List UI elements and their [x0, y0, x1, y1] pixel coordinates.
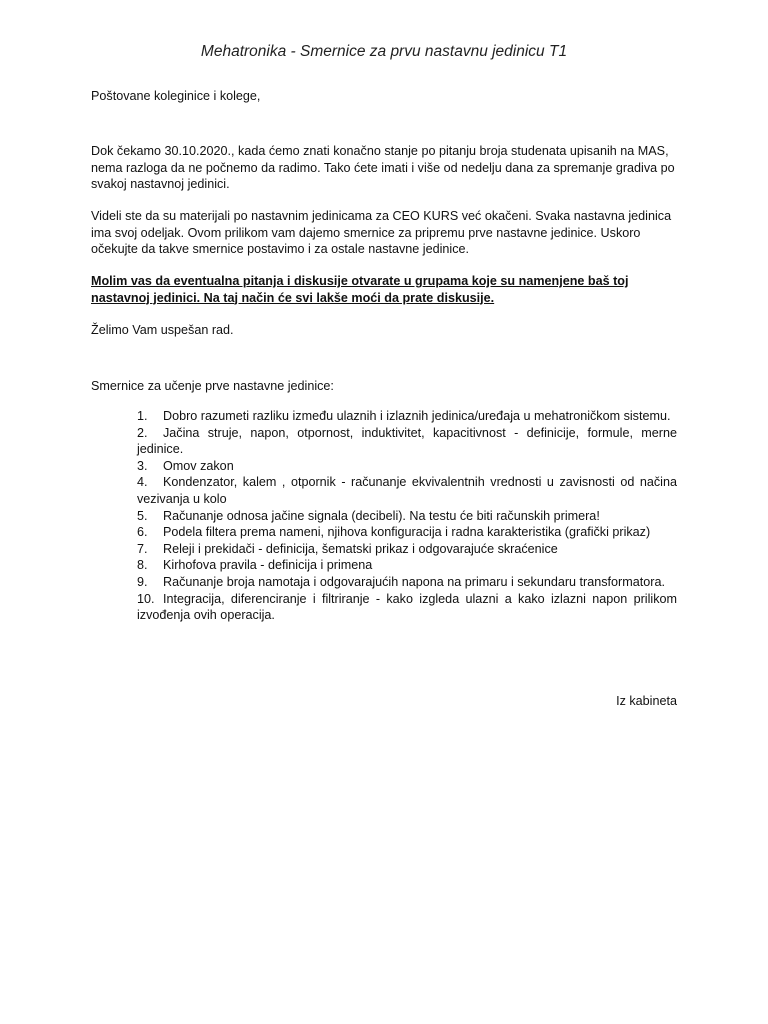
list-item: [137, 508, 677, 525]
list-item: [137, 574, 677, 591]
list-item-number: 6.: [137, 525, 148, 540]
paragraph-materials: Videli ste da su materijali po nastavnim jedinicama za CEO KURS već okačeni. Svaka nastavna jedinica ima svoj odeljak. Ovom prilikom vam dajemo smernice za pripremu prve nastavne jedinice. Uskoro očekujte da takve smernice postavimo i za ostale nastavne jedinice.: [91, 209, 672, 256]
list-intro: Smernice za učenje prve nastavne jedinice:: [91, 379, 334, 393]
guideline-list: [137, 408, 677, 624]
list-item-text: Dobro razumeti razliku između ulaznih i izlaznih jedinica/uređaja u mehatroničkom sistemu.: [163, 409, 671, 423]
paragraph-wishes: Želimo Vam uspešan rad.: [91, 323, 234, 337]
list-item: [137, 425, 677, 458]
document-title: Mehatronika - Smernice za prvu nastavnu jedinicu T1: [200, 43, 568, 60]
paragraph-dates: Dok čekamo 30.10.2020., kada ćemo znati konačno stanje po pitanju broja studenata upisanih na MAS, nema razloga da ne počnemo da radimo. Tako ćete imati i više od nedelju dana za spremanje gradiva po svakoj nastavnoj jedinici.: [91, 144, 675, 191]
signature: Iz kabineta: [616, 694, 677, 708]
list-item: [137, 591, 677, 624]
list-item-number: 7.: [137, 541, 148, 556]
list-item: [137, 408, 677, 425]
list-item-number: 4.: [137, 475, 148, 490]
list-item-number: 8.: [137, 558, 148, 573]
list-item: [137, 458, 677, 475]
list-item-text: Računanje odnosa jačine signala (decibeli). Na testu će biti računskih primera!: [163, 508, 600, 523]
list-item-text: Releji i prekidači - definicija, šematski prikaz i odgovarajuće skraćenice: [163, 541, 558, 556]
greeting: Poštovane koleginice i kolege,: [91, 89, 261, 103]
list-item-number: 3.: [137, 458, 148, 473]
list-item-text: Omov zakon: [163, 458, 234, 473]
list-item-number: 9.: [137, 574, 148, 589]
list-item-text: Podela filtera prema nameni, njihova konfiguracija i radna karakteristika (grafički prikaz): [163, 525, 651, 540]
list-item-text: Kirhofova pravila - definicija i primena: [163, 558, 373, 573]
list-item-number: 10.: [137, 591, 155, 606]
list-item-number: 2.: [137, 425, 148, 440]
list-item: [137, 541, 677, 558]
list-item: [137, 557, 677, 574]
list-item-text: Računanje broja namotaja i odgovarajućih napona na primaru i sekundaru transformatora.: [163, 574, 665, 589]
list-item: [137, 474, 677, 507]
list-item-number: 5.: [137, 508, 148, 523]
paragraph-discussion-request: Molim vas da eventualna pitanja i diskusije otvarate u grupama koje su namenjene baš toj nastavnoj jedinici. Na taj način će svi lakše moći da prate diskusije.: [91, 274, 629, 305]
list-item: [137, 524, 677, 541]
list-item-number: 1.: [137, 409, 148, 423]
list-item-text: Integracija, diferenciranje i filtriranje - kako izgleda ulazni a kako izlazni napon prilikom izvođenja ovih operacija.: [137, 591, 677, 623]
list-item-text: Jačina struje, napon, otpornost, induktivitet, kapacitivnost - definicije, formule, merne jedinice.: [137, 425, 677, 457]
list-item-text: Kondenzator, kalem , otpornik - računanje ekvivalentnih vrednosti u zavisnosti od načina vezivanja u kolo: [137, 475, 677, 506]
